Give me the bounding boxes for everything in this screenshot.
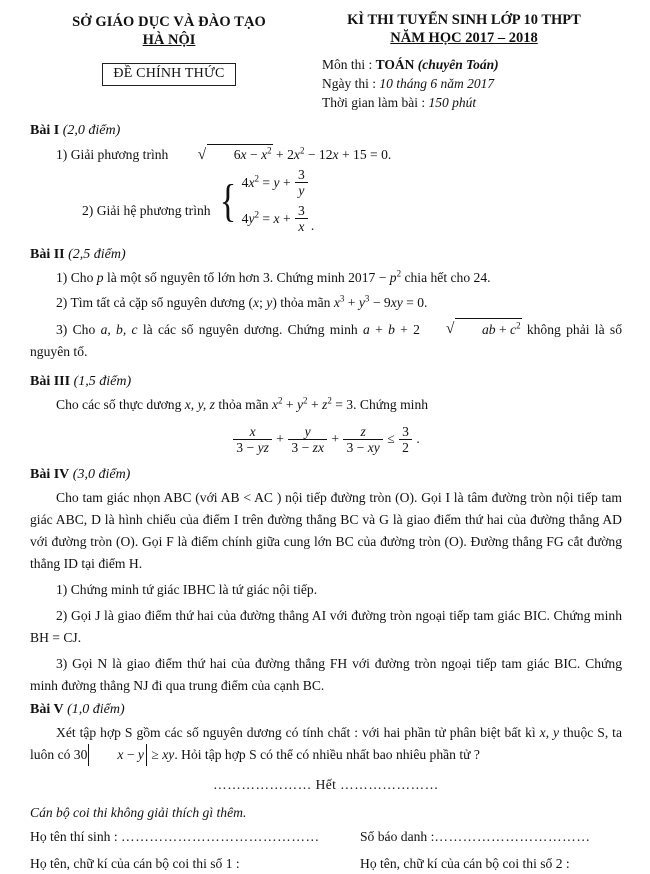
subject-label: Môn thi : [322,56,376,72]
duration-label: Thời gian làm bài : [322,94,429,110]
exam-meta-block [322,55,620,112]
problem-3-text-b: thỏa mãn [214,396,272,412]
system-trailing-period: . [310,217,315,233]
problem-1-title: Bài I [30,122,60,138]
date-line [322,74,620,93]
page-header [0,0,650,112]
problem-5-statement [30,722,622,766]
problem-5-vars: x, y [539,725,560,741]
problem-2-q2-equation: $x^3 + y^3 - 9xy = 0$. [333,293,428,311]
problem-4-q2: 2) Gọi J là giao điểm thứ hai của đường thẳng AI với đường tròn ngoại tiếp tam giác BIC. Chứng minh BH = CJ. [30,608,622,646]
problem-3-inequality: $\frac{x}{3 - yz}$ + $\frac{y}{3 - zx}$ + $\frac{z}{3 - xy}$ ≤ $\frac{3}{2}$ . [30,425,622,456]
problem-1-q1-equation: √ $6x - x^2 + 2x^2 - 12x + 15 = 0$. [172,147,392,162]
problem-5-title: Bài V [30,702,64,718]
problem-2-q1: 1) Cho p là một số nguyên tố lớn hơn 3. Chứng minh $2017 - p^2$ chia hết cho 24. [56,267,491,285]
end-label: Hết [315,777,337,793]
problem-1-q1 [30,144,622,166]
candidate-number-label: Số báo danh : [360,829,435,845]
problem-2-q3-text-b: là các số nguyên dương. Chứng minh [137,321,364,337]
page-footer [0,805,650,874]
candidate-info-row [30,827,622,847]
problem-3-heading [30,374,622,390]
candidate-name-dots: …………………………………… [121,829,320,845]
problem-3-points: (1,5 điểm) [73,373,132,389]
problem-1-q2-text: 2) Giải hệ phương trình [82,202,211,218]
problem-3-title: Bài III [30,373,71,389]
problem-3-text-c: Chứng minh [356,396,429,412]
problem-3-text-a: Cho các số thực dương [56,396,185,412]
candidate-number-dots: …………………………… [434,829,591,845]
problem-2-q2-text-a: 2) Tìm tất cả cặp số nguyên dương [56,295,249,311]
end-of-exam-marker [30,777,622,793]
invigilator-2-field[interactable]: Họ tên, chữ kí của cán bộ coi thi số 2 : [360,855,570,871]
problem-1-system [242,168,309,236]
problem-2-q3 [30,318,622,363]
problem-2-q1-equation: $2017 - p^2$ [348,267,402,285]
problem-3-statement [30,395,622,416]
subject-value: TOÁN [375,56,415,72]
problem-4-heading [30,467,622,483]
invigilator-note: Cán bộ coi thi không giải thích gì thêm. [30,805,247,821]
problem-2-q1-text-b: là một số nguyên tố lớn hơn 3. Chứng minh [103,269,349,285]
problem-2-q3-equation: a + b + 2 √ ab + $c^2$ [363,322,522,337]
problem-2-q1-text-c: chia hết cho 24. [401,269,491,285]
exam-content [0,123,650,793]
problem-2-q1-text-a: 1) Cho [56,269,97,285]
problem-4-q1: 1) Chứng minh tứ giác IBHC là tứ giác nội tiếp. [56,582,318,598]
end-dots-right: ………………… [340,777,439,793]
duration-value: 150 phút [428,94,477,110]
problem-5-heading [30,702,622,718]
candidate-name-label: Họ tên thí sinh : [30,829,122,845]
candidate-number-field[interactable] [360,827,591,847]
candidate-name-field[interactable] [30,827,360,847]
department-name-line1: SỞ GIÁO DỤC VÀ ĐÀO TẠO [72,14,266,30]
problem-5-condition: 30 x − y ≥ xy. [74,747,178,762]
problem-4-points: (3,0 điểm) [72,466,131,482]
problem-3-condition: $x^2 + y^2 + z^2 = 3$. [271,395,357,412]
problem-5-text-a: Xét tập hợp S gồm các số nguyên dương có tính chất : với hai phần tử phân biệt bất kì [56,725,540,741]
problem-1-system-eq2: $4y^2 = x$ + $\frac{3}{x}$ [242,204,309,235]
header-left-block [30,12,308,112]
problem-4-title: Bài IV [30,466,70,482]
problem-2-heading [30,247,622,263]
problem-2-q3-text-c: không phải là số nguyên tố. [30,321,622,359]
problem-1-heading [30,123,622,139]
duration-line [322,93,620,112]
official-exam-stamp: ĐỀ CHÍNH THỨC [102,63,235,86]
problem-2-q2 [30,293,622,314]
problem-4-intro: Cho tam giác nhọn ABC (với AB < AC ) nội tiếp đường tròn (O). Gọi I là tâm đường tròn nội tiếp tam giác ABC, D là hình chiếu của điểm I trên đường thẳng BC và G là giao điểm thứ hai của đường thẳng AD với đường tròn (O). Gọi F là điểm chính giữa cung lớn BC của đường tròn (O). Đường thẳng FG cắt đường thẳng ID tại điểm H. [30,489,622,571]
problem-4-q3: 3) Gọi N là giao điểm thứ hai của đường thẳng FH với đường tròn ngoại tiếp tam giác BIC. Chứng minh đường thẳng NJ đi qua trung điểm của cạnh BC. [30,656,622,694]
exam-academic-year: NĂM HỌC 2017 – 2018 [390,30,538,47]
problem-5-text-b: thuộc S, ta luôn có [30,725,622,763]
problem-5-text-c: Hỏi tập hợp S có thể có nhiều nhất bao nhiêu phần tử ? [177,747,480,763]
header-right-block [308,12,620,112]
end-dots-left: ………………… [213,777,312,793]
problem-3-vars: x, y, z [184,396,215,412]
subject-line [322,55,620,74]
department-name-line2: HÀ NỘI [142,32,196,49]
subject-note: (chuyên Toán) [417,56,499,72]
problem-5-points: (1,0 điểm) [67,702,125,718]
problem-1-q2 [30,168,622,236]
problem-2-q3-text-a: 3) Cho [56,321,101,337]
invigilator-1-field[interactable]: Họ tên, chữ kí của cán bộ coi thi số 1 : [30,855,240,871]
problem-2-q2-text-b: thỏa mãn [276,295,334,311]
problem-1-points: (2,0 điểm) [62,122,121,138]
problem-2-points: (2,5 điểm) [68,246,126,262]
date-label: Ngày thi : [322,75,380,91]
problem-1-q1-text: 1) Giải phương trình [56,146,172,162]
exam-title: KÌ THI TUYỂN SINH LỚP 10 THPT [347,12,581,28]
problem-2-q2-pair: (x; y) [248,295,277,311]
system-brace-icon: { [219,175,236,227]
invigilator-signature-row [30,854,622,874]
problem-2-q3-vars: a, b, c [100,321,138,337]
problem-2-title: Bài II [30,246,65,262]
problem-1-system-eq1: $4x^2 = y$ + $\frac{3}{y}$ [242,168,309,199]
date-value: 10 tháng 6 năm 2017 [379,75,495,91]
